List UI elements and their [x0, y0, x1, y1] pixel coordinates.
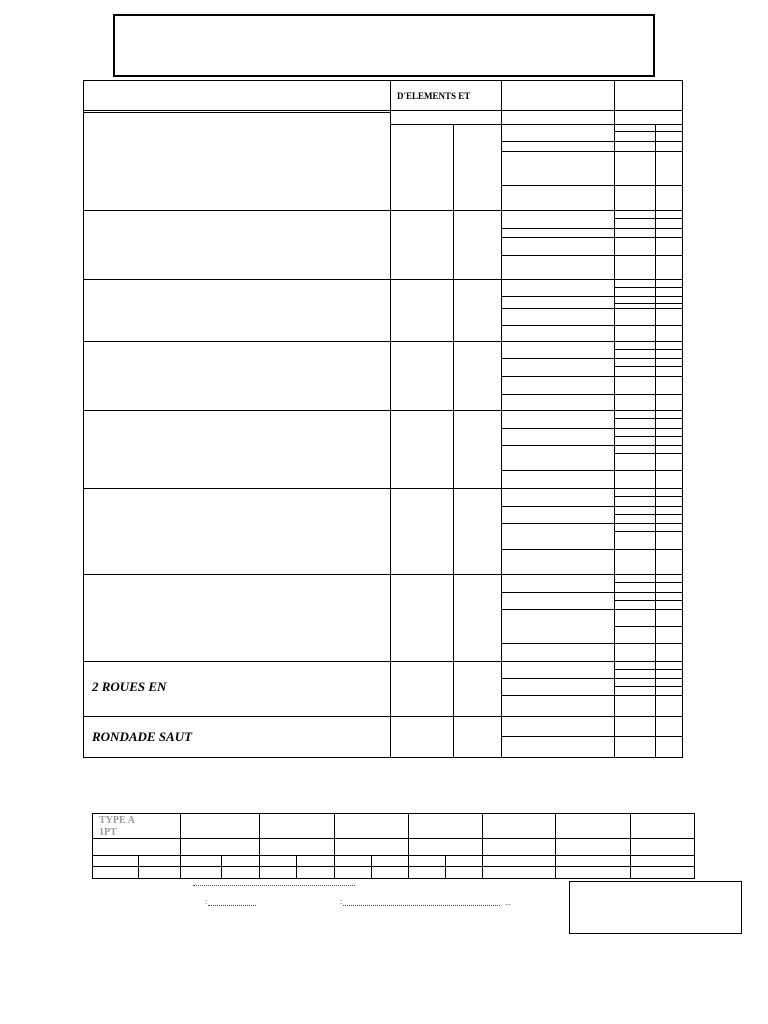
footer-dotted-line-2	[343, 905, 500, 906]
footer-colon-1: :	[205, 897, 208, 906]
col-divider-4	[614, 80, 615, 758]
footer-trailing-dots: ...	[505, 898, 511, 907]
col-divider-1	[390, 80, 391, 758]
row-divider	[83, 574, 683, 575]
row-divider	[83, 279, 683, 280]
row-divider	[83, 661, 683, 662]
summary-type-label	[99, 815, 135, 839]
summary-type-line1: TYPE A	[99, 815, 135, 826]
row-label-rondade-saut: RONDADE SAUT	[92, 729, 193, 744]
header-divider	[83, 110, 683, 111]
row-divider	[83, 716, 683, 717]
signature-dotted-line	[193, 885, 355, 886]
row-divider	[83, 341, 683, 342]
row-divider	[83, 488, 683, 489]
header-col-heading: D'ELEMENTS ET	[397, 91, 471, 101]
col-divider-2	[453, 124, 454, 758]
row-divider	[83, 410, 683, 411]
col-divider-5	[655, 124, 656, 758]
title-box	[113, 14, 655, 77]
summary-type-line2: 1PT	[99, 827, 117, 838]
row-divider	[83, 210, 683, 211]
col-divider-3	[501, 80, 502, 758]
footer-dotted-line-1	[208, 905, 256, 906]
main-table	[83, 80, 683, 758]
footer-colon-2: :	[340, 897, 343, 906]
row-label-2-roues-en: 2 ROUES EN	[92, 679, 167, 694]
footer-signature-box	[569, 881, 742, 934]
summary-table	[92, 813, 695, 879]
